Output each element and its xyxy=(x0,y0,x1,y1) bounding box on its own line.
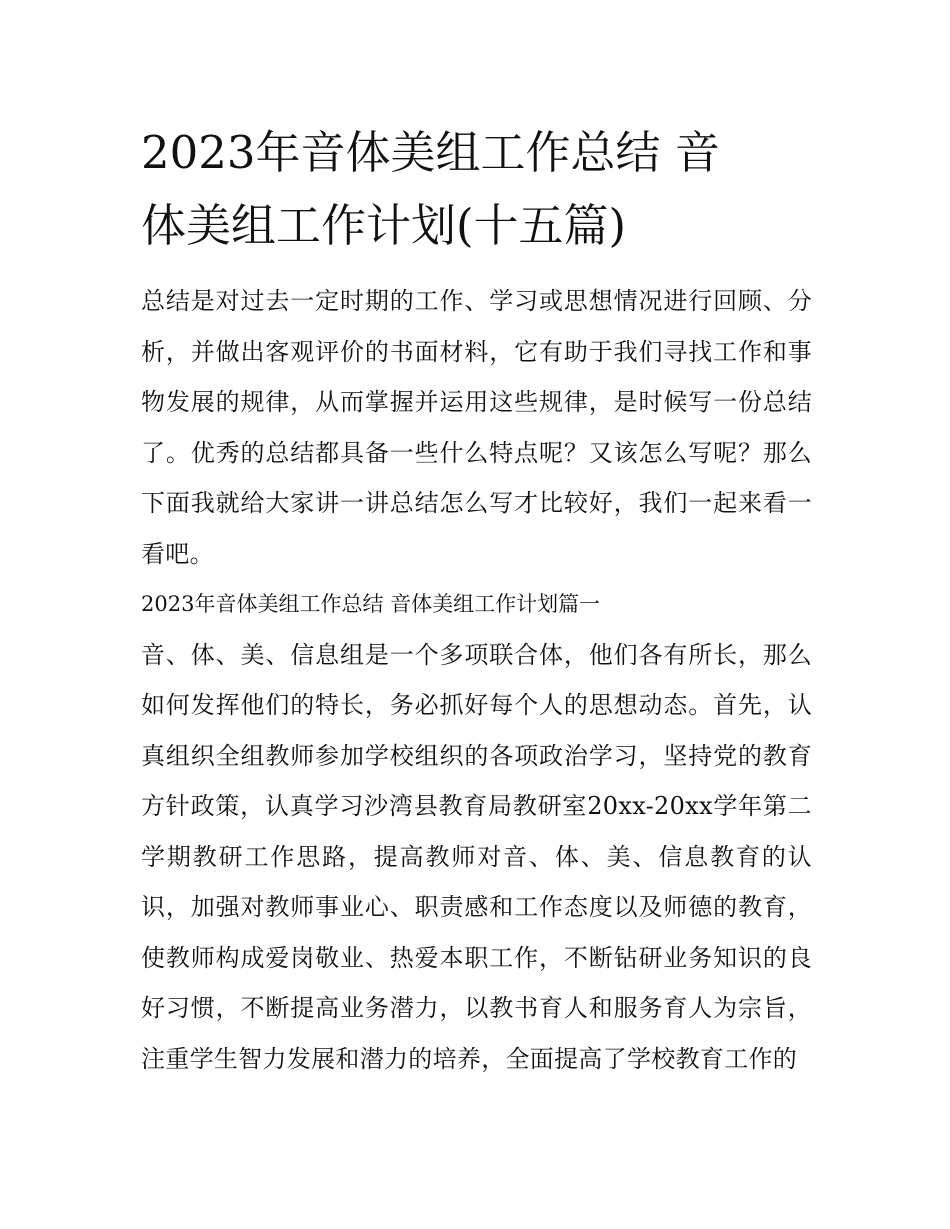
title-line-2: 体美组工作计划(十五篇) xyxy=(141,199,627,252)
document-title xyxy=(141,116,801,262)
title-line-1: 2023年音体美组工作总结 音 xyxy=(141,126,720,179)
section-heading: 2023年音体美组工作总结 音体美组工作计划篇一 xyxy=(141,592,601,616)
document-body xyxy=(141,276,812,1084)
intro-paragraph: 总结是对过去一定时期的工作、学习或思想情况进行回顾、分析，并做出客观评价的书面材料，它有助于我们寻找工作和事物发展的规律，从而掌握并运用这些规律，是时候写一份总结了。优秀的总结都具备一些什么特点呢？又该怎么写呢？那么下面我就给大家讲一讲总结怎么写才比较好，我们一起来看一看吧。 xyxy=(141,287,812,568)
section-paragraph: 音、体、美、信息组是一个多项联合体，他们各有所长，那么如何发挥他们的特长，务必抓好每个人的思想动态。首先，认真组织全组教师参加学校组织的各项政治学习，坚持党的教育方针政策，认真学习沙湾县教育局教研室20xx-20xx学年第二学期教研工作思路，提高教师对音、体、美、信息教育的认识，加强对教师事业心、职责感和工作态度以及师德的教育，使教师构成爱岗敬业、热爱本职工作，不断钻研业务知识的良好习惯，不断提高业务潜力，以教书育人和服务育人为宗旨，注重学生智力发展和潜力的培养，全面提高了学校教育工作的 xyxy=(141,640,812,1073)
